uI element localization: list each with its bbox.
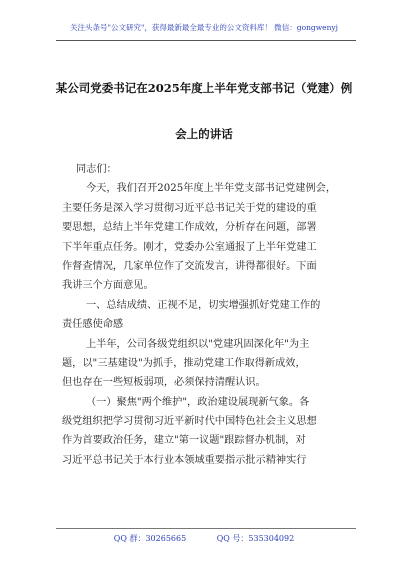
footer-qq-group: QQ 群：30265665: [113, 534, 187, 543]
body-line: 但也存在一些短板弱项，必须保持清醒认识。: [62, 377, 266, 389]
footer: [0, 533, 408, 544]
header-banner: 关注头条号"公文研究"，获得最新最全最专业的公文资料库！ 微信：gongwenyj: [70, 23, 338, 32]
body-line: 我讲三个方面意见。: [62, 280, 154, 292]
salutation: 同志们：: [76, 164, 117, 175]
body-line: 要思想，总结上半年党建工作成效，分析存在问题，部署: [62, 222, 317, 234]
body-line: 上半年，公司各级党组织以"党建巩固深化年"为主: [86, 338, 310, 350]
section-heading: 一、总结成绩、正视不足，切实增强抓好党建工作的: [86, 299, 321, 311]
body-line: 作为首要政治任务，建立"第一议题"跟踪督办机制，对: [62, 435, 306, 447]
body-line: 题，以"三基建设"为抓手，推动党建工作取得新成效，: [62, 357, 306, 369]
document-title-line-1: 某公司党委书记在2025年度上半年党支部书记（党建）例: [55, 81, 353, 95]
body-line: 主要任务是深入学习贯彻习近平总书记关于党的建设的重: [62, 202, 317, 214]
subsection-heading: （一）聚焦"两个维护"，政治建设展现新气象。各: [86, 396, 310, 408]
document-title-line-2: 会上的讲话: [175, 127, 233, 141]
document-body: [62, 160, 352, 470]
section-heading-cont: 责任感使命感: [62, 319, 124, 331]
body-line: 级党组织把学习贯彻习近平新时代中国特色社会主义思想: [62, 416, 317, 428]
body-line: 作督查情况，几家单位作了交流发言，讲得都很好。下面: [62, 260, 317, 272]
footer-divider: [56, 528, 356, 529]
body-line: 今天，我们召开2025年度上半年党支部书记党建例会，: [86, 183, 337, 195]
footer-qq-number: QQ 号：535304092: [216, 534, 295, 543]
body-line: 下半年重点任务。刚才，党委办公室通报了上半年党建工: [62, 241, 317, 253]
body-line: 习近平总书记关于本行业本领域重要指示批示精神实行: [62, 454, 307, 466]
header-divider: [56, 40, 356, 41]
